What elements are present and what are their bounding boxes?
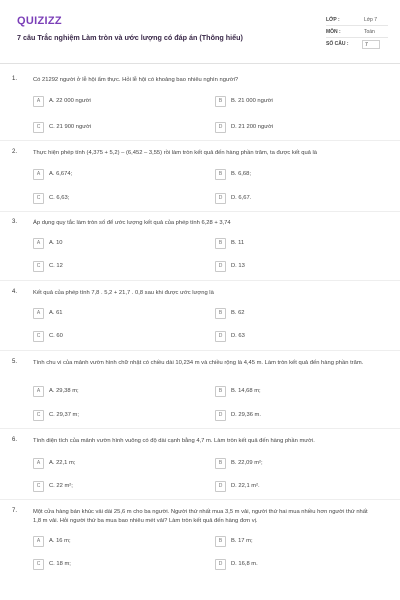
option-letter: C xyxy=(33,481,44,492)
meta-class-value: Lớp 7 xyxy=(364,16,378,23)
option-c[interactable] xyxy=(33,558,71,570)
option-letter: B xyxy=(215,458,226,469)
option-text: D. 6,67. xyxy=(231,195,252,201)
option-letter: D xyxy=(215,481,226,492)
option-d[interactable] xyxy=(215,558,258,570)
question-text: Áp dụng quy tắc làm tròn số để ước lượng kết quả của phép tính 6,28 + 3,74 xyxy=(33,220,231,226)
option-letter: A xyxy=(33,96,44,107)
option-text: A. 10 xyxy=(49,240,63,246)
option-text: A. 61 xyxy=(49,310,63,316)
question-number: 1. xyxy=(12,76,18,82)
question-text: Tính chu vi của mảnh vườn hình chữ nhật có chiều dài 10,234 m và chiều rộng là 4,45 m. Làm tròn kết quả đến hàng phần trăm. xyxy=(33,360,364,366)
option-d[interactable] xyxy=(215,409,261,421)
option-c[interactable] xyxy=(33,330,63,342)
option-text: B. 62 xyxy=(231,310,245,316)
quizizz-logo: QUIZIZZ xyxy=(17,15,62,27)
question-divider xyxy=(0,499,400,500)
option-letter: A xyxy=(33,169,44,180)
option-letter: C xyxy=(33,193,44,204)
option-c[interactable] xyxy=(33,192,69,204)
option-c[interactable] xyxy=(33,121,91,133)
worksheet-meta xyxy=(326,14,388,50)
option-letter: C xyxy=(33,410,44,421)
meta-class-row xyxy=(326,14,388,26)
question-text: Kết quả của phép tính 7,8 . 5,2 + 21,7 . 0,8 sau khi được ước lượng là xyxy=(33,290,214,296)
option-letter: C xyxy=(33,261,44,272)
option-d[interactable] xyxy=(215,480,260,492)
question-divider xyxy=(0,280,400,281)
option-text: B. 6,68; xyxy=(231,171,251,177)
option-text: B. 11 xyxy=(231,240,245,246)
option-d[interactable] xyxy=(215,260,245,272)
option-text: D. 21 200 người xyxy=(231,124,274,130)
option-letter: D xyxy=(215,331,226,342)
meta-count-label: SỐ CÂU : xyxy=(326,41,349,47)
option-letter: D xyxy=(215,193,226,204)
option-text: D. 16,8 m. xyxy=(231,561,258,567)
option-b[interactable] xyxy=(215,307,245,319)
option-letter: B xyxy=(215,536,226,547)
option-text: D. 29,36 m. xyxy=(231,412,261,418)
option-text: A. 6,674; xyxy=(49,171,73,177)
option-letter: A xyxy=(33,238,44,249)
option-letter: B xyxy=(215,308,226,319)
option-letter: D xyxy=(215,122,226,133)
option-b[interactable] xyxy=(215,457,263,469)
meta-count-value: 7 xyxy=(362,40,380,49)
option-text: A. 29,38 m; xyxy=(49,388,79,394)
option-text: B. 21 000 người xyxy=(231,98,273,104)
question-divider xyxy=(0,211,400,212)
option-letter: B xyxy=(215,96,226,107)
question-number: 4. xyxy=(12,289,18,295)
question-text: Một cửa hàng bán khúc vải dài 25,6 m cho ba người. Người thứ nhất mua 3,5 m vải, người thứ hai mua nhiều hơn người thứ nhất 1,8 m vải. Hỏi người thứ ba mua bao nhiêu mét vải? Làm tròn kết quả đến hàng đơn vị. xyxy=(33,509,368,524)
option-c[interactable] xyxy=(33,409,79,421)
option-text: D. 63 xyxy=(231,333,245,339)
option-letter: A xyxy=(33,458,44,469)
option-b[interactable] xyxy=(215,168,251,180)
question-text: Tính diện tích của mảnh vườn hình vuông có độ dài cạnh bằng 4,7 m. Làm tròn kết quả đến hàng phần mười. xyxy=(33,438,315,444)
option-text: D. 13 xyxy=(231,263,245,269)
question-text: Có 21292 người ở lễ hội ẩm thực. Hỏi lễ hội có khoảng bao nhiêu nghìn người? xyxy=(33,77,239,83)
question-divider xyxy=(0,140,400,141)
meta-subject-value: Toán xyxy=(364,28,375,35)
option-letter: C xyxy=(33,331,44,342)
option-letter: D xyxy=(215,261,226,272)
worksheet-header xyxy=(0,0,400,62)
option-letter: B xyxy=(215,386,226,397)
option-text: C. 6,63; xyxy=(49,195,70,201)
option-letter: A xyxy=(33,386,44,397)
option-text: B. 17 m; xyxy=(231,538,253,544)
option-text: A. 22,1 m; xyxy=(49,460,76,466)
question-number: 2. xyxy=(12,149,18,155)
option-text: C. 21 900 người xyxy=(49,124,92,130)
option-a[interactable] xyxy=(33,457,75,469)
option-d[interactable] xyxy=(215,330,245,342)
option-a[interactable] xyxy=(33,237,63,249)
meta-count-row xyxy=(326,38,388,50)
option-letter: B xyxy=(215,169,226,180)
option-letter: B xyxy=(215,238,226,249)
option-text: D. 22,1 m². xyxy=(231,483,260,489)
option-text: A. 22 000 người xyxy=(49,98,91,104)
option-text: B. 14,68 m; xyxy=(231,388,261,394)
option-letter: C xyxy=(33,122,44,133)
question-divider xyxy=(0,350,400,351)
option-d[interactable] xyxy=(215,192,251,204)
header-divider xyxy=(0,63,400,64)
option-a[interactable] xyxy=(33,307,63,319)
option-letter: D xyxy=(215,410,226,421)
option-letter: A xyxy=(33,536,44,547)
option-a[interactable] xyxy=(33,95,91,107)
question-number: 3. xyxy=(12,219,18,225)
question-divider xyxy=(0,428,400,429)
option-c[interactable] xyxy=(33,480,73,492)
option-text: C. 12 xyxy=(49,263,63,269)
option-d[interactable] xyxy=(215,121,273,133)
option-text: C. 60 xyxy=(49,333,63,339)
option-text: B. 22,09 m²; xyxy=(231,460,263,466)
option-letter: A xyxy=(33,308,44,319)
option-b[interactable] xyxy=(215,385,261,397)
meta-subject-label: MÔN : xyxy=(326,28,341,35)
option-c[interactable] xyxy=(33,260,63,272)
option-a[interactable] xyxy=(33,385,79,397)
option-b[interactable] xyxy=(215,535,253,547)
worksheet-title: 7 câu Trắc nghiệm Làm tròn và ước lượng có đáp án (Thông hiểu) xyxy=(17,33,243,42)
option-text: C. 22 m²; xyxy=(49,483,73,489)
question-number: 5. xyxy=(12,359,18,365)
question-text: Thực hiện phép tính (4,375 + 5,2) – (6,452 – 3,55) rồi làm tròn kết quả đến hàng phần trăm, ta được kết quả là xyxy=(33,150,318,156)
option-text: C. 18 m; xyxy=(49,561,71,567)
option-letter: D xyxy=(215,559,226,570)
option-b[interactable] xyxy=(215,95,273,107)
option-a[interactable] xyxy=(33,535,71,547)
question-number: 7. xyxy=(12,508,18,514)
option-letter: C xyxy=(33,559,44,570)
option-text: A. 16 m; xyxy=(49,538,71,544)
option-b[interactable] xyxy=(215,237,244,249)
meta-subject-row xyxy=(326,26,388,38)
question-number: 6. xyxy=(12,437,18,443)
option-a[interactable] xyxy=(33,168,72,180)
option-text: C. 29,37 m; xyxy=(49,412,79,418)
meta-class-label: LỚP : xyxy=(326,16,340,23)
